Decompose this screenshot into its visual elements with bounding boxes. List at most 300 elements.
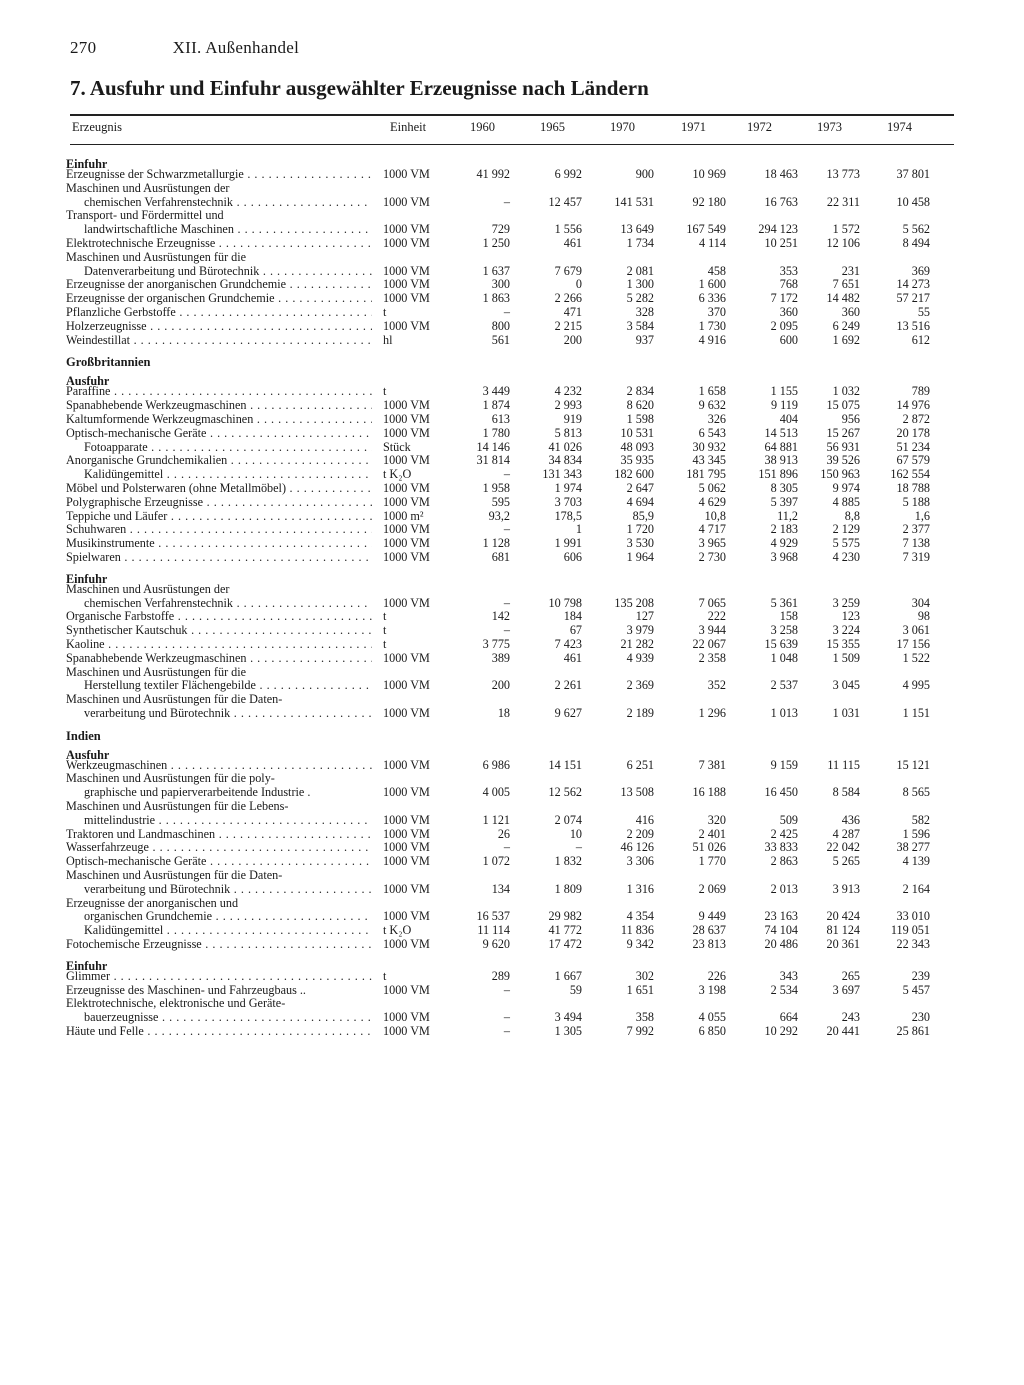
value-cell: 14 151: [548, 757, 582, 772]
product-label: Kaltumformende Werkzeugmaschinen . . .: [66, 413, 372, 427]
value-cell: 10,8: [704, 508, 726, 523]
table-row: [0, 693, 1024, 707]
value-cell: 5 282: [626, 291, 654, 306]
value-cell: 85,9: [632, 508, 654, 523]
table-row: [0, 182, 1024, 196]
value-cell: 3 224: [832, 623, 860, 638]
country-heading: [0, 347, 1024, 370]
table-row: [0, 910, 1024, 924]
value-cell: 200: [563, 332, 582, 347]
value-cell: 123: [841, 609, 860, 624]
column-header-year: 1971: [681, 120, 706, 134]
value-cell: 1 128: [482, 536, 510, 551]
value-cell: 4 916: [698, 332, 726, 347]
value-cell: 7 651: [832, 277, 860, 292]
value-cell: 1 598: [626, 411, 654, 426]
value-cell: 1 300: [626, 277, 654, 292]
unit-cell: 1000 VM: [383, 277, 430, 292]
product-label: Maschinen und Ausrüstungen für die Daten-: [66, 869, 283, 883]
table-row: [0, 897, 1024, 911]
table-row: [0, 624, 1024, 638]
value-cell: 509: [779, 812, 798, 827]
column-header-year: 1973: [817, 120, 842, 134]
value-cell: 25 861: [896, 1024, 930, 1039]
page-number: 270: [70, 38, 97, 57]
value-cell: 2 834: [626, 384, 654, 399]
running-header: [70, 38, 299, 58]
value-cell: 1 305: [554, 1024, 582, 1039]
value-cell: 13 773: [826, 167, 860, 181]
product-label: Spielwaren . . .: [66, 551, 372, 565]
table-row: [0, 924, 1024, 938]
table-row: [0, 237, 1024, 251]
value-cell: 956: [841, 411, 860, 426]
value-cell: 20 441: [826, 1024, 860, 1039]
table-row: [0, 168, 1024, 182]
table-row: [0, 786, 1024, 800]
value-cell: 158: [779, 609, 798, 624]
table-row: [0, 938, 1024, 952]
unit-cell: 1000 VM: [383, 425, 430, 440]
value-cell: 22 042: [826, 840, 860, 855]
unit-cell: t: [383, 304, 387, 319]
value-cell: 3 045: [832, 678, 860, 693]
value-cell: 74 104: [764, 923, 798, 938]
value-cell: 370: [707, 304, 726, 319]
product-label: Möbel und Polsterwaren (ohne Metallmöbel) . . .: [66, 482, 372, 496]
value-cell: 43 345: [692, 453, 726, 468]
value-cell: 3 697: [832, 982, 860, 997]
table-row: [0, 537, 1024, 551]
value-cell: 2 647: [626, 480, 654, 495]
product-label: Glimmer . . .: [66, 970, 372, 984]
value-cell: 15 075: [826, 398, 860, 413]
table-row: [0, 610, 1024, 624]
value-cell: 1 316: [626, 881, 654, 896]
section-title: XII. Außenhandel: [172, 38, 300, 57]
product-label: Erzeugnisse des Maschinen- und Fahrzeugbaus ..: [66, 983, 306, 997]
value-cell: 2 215: [554, 318, 582, 333]
table-title: 7. Ausfuhr und Einfuhr ausgewählter Erzeugnisse nach Ländern: [70, 76, 649, 100]
value-cell: 458: [707, 263, 726, 278]
product-label: Fotochemische Erzeugnisse . . .: [66, 938, 372, 952]
value-cell: 67: [569, 623, 582, 638]
product-label: Synthetischer Kautschuk . . .: [66, 624, 372, 638]
value-cell: 48 093: [620, 439, 654, 454]
table-row: [0, 800, 1024, 814]
value-cell: 10 798: [548, 595, 582, 610]
product-label: graphische und papierverarbeitende Industrie .: [84, 786, 311, 800]
product-label: Werkzeugmaschinen . . .: [66, 759, 372, 773]
value-cell: 582: [911, 812, 930, 827]
value-cell: 800: [491, 318, 510, 333]
value-cell: 8,8: [844, 508, 860, 523]
value-cell: 2 730: [698, 549, 726, 564]
value-cell: 1 958: [482, 480, 510, 495]
value-cell: 98: [917, 609, 930, 624]
value-cell: 1 032: [832, 384, 860, 399]
value-cell: 22 343: [896, 937, 930, 952]
table-row: [0, 427, 1024, 441]
table-row: [0, 841, 1024, 855]
product-label: Spanabhebende Werkzeugmaschinen . . .: [66, 652, 372, 666]
product-label: Maschinen und Ausrüstungen für die: [66, 250, 247, 264]
unit-cell: 1000 VM: [383, 235, 430, 250]
value-cell: 2 377: [902, 522, 930, 537]
value-cell: 461: [563, 650, 582, 665]
column-header-year: 1965: [540, 120, 565, 134]
value-cell: 5 397: [770, 494, 798, 509]
value-cell: –: [503, 982, 510, 997]
value-cell: 265: [841, 968, 860, 983]
unit-cell: 1000 VM: [383, 909, 430, 924]
value-cell: 67 579: [896, 453, 930, 468]
value-cell: 1 556: [554, 222, 582, 237]
value-cell: 3 259: [832, 595, 860, 610]
product-label: Kaoline . . .: [66, 638, 372, 652]
value-cell: 2 183: [770, 522, 798, 537]
unit-cell: 1000 VM: [383, 291, 430, 306]
product-label: Pflanzliche Gerbstoffe . . .: [66, 306, 372, 320]
value-cell: 2 369: [626, 678, 654, 693]
value-cell: 3 198: [698, 982, 726, 997]
value-cell: 231: [841, 263, 860, 278]
value-cell: 1 720: [626, 522, 654, 537]
unit-cell: 1000 VM: [383, 222, 430, 237]
value-cell: 353: [779, 263, 798, 278]
value-cell: 1 730: [698, 318, 726, 333]
value-cell: –: [503, 194, 510, 209]
value-cell: 5 562: [902, 222, 930, 237]
value-cell: 14 273: [896, 277, 930, 292]
table-row: [0, 441, 1024, 455]
table-row: [0, 306, 1024, 320]
value-cell: 142: [491, 609, 510, 624]
heading-text: Ausfuhr: [66, 747, 110, 762]
value-cell: 4 885: [832, 494, 860, 509]
value-cell: 11 836: [620, 923, 654, 938]
value-cell: 3 979: [626, 623, 654, 638]
table-row: [0, 468, 1024, 482]
table-row: [0, 209, 1024, 223]
product-label: Optisch-mechanische Geräte . . .: [66, 427, 372, 441]
value-cell: 26: [497, 826, 510, 841]
value-cell: 6 336: [698, 291, 726, 306]
value-cell: 243: [841, 1010, 860, 1025]
unit-cell: 1000 VM: [383, 840, 430, 855]
value-cell: 1: [575, 522, 582, 537]
value-cell: 4 055: [698, 1010, 726, 1025]
table-row: [0, 997, 1024, 1011]
value-cell: 2 863: [770, 854, 798, 869]
value-cell: 10 531: [620, 425, 654, 440]
heading-text: Ausfuhr: [66, 374, 110, 389]
value-cell: 343: [779, 968, 798, 983]
value-cell: 9 974: [832, 480, 860, 495]
value-cell: 4 287: [832, 826, 860, 841]
unit-cell: 1000 VM: [383, 1010, 430, 1025]
value-cell: 162 554: [890, 467, 930, 482]
value-cell: 1 874: [482, 398, 510, 413]
value-cell: 1 780: [482, 425, 510, 440]
value-cell: 6 986: [482, 757, 510, 772]
value-cell: 35 935: [620, 453, 654, 468]
value-cell: 5 813: [554, 425, 582, 440]
value-cell: 20 178: [896, 425, 930, 440]
value-cell: 2 129: [832, 522, 860, 537]
value-cell: 16 188: [692, 785, 726, 800]
table-row: [0, 583, 1024, 597]
product-label: organischen Grundchemie . . .: [84, 910, 372, 924]
unit-cell: t: [383, 623, 387, 638]
value-cell: 15 121: [896, 757, 930, 772]
value-cell: 389: [491, 650, 510, 665]
value-cell: 18 788: [896, 480, 930, 495]
unit-cell: 1000 VM: [383, 263, 430, 278]
value-cell: 1 121: [482, 812, 510, 827]
unit-cell: 1000 VM: [383, 678, 430, 693]
table-row: [0, 855, 1024, 869]
value-cell: 184: [563, 609, 582, 624]
value-cell: 4 230: [832, 549, 860, 564]
value-cell: 11,2: [777, 508, 798, 523]
product-label: Fotoapparate . . .: [84, 441, 372, 455]
value-cell: 7 319: [902, 549, 930, 564]
value-cell: 4 717: [698, 522, 726, 537]
value-cell: 1 151: [902, 705, 930, 720]
value-cell: 16 537: [476, 909, 510, 924]
value-cell: 300: [491, 277, 510, 292]
value-cell: 6 850: [698, 1024, 726, 1039]
product-label: Schuhwaren . . .: [66, 523, 372, 537]
value-cell: 135 208: [614, 595, 654, 610]
value-cell: 461: [563, 235, 582, 250]
product-label: Paraffine . . .: [66, 385, 372, 399]
table-row: [0, 828, 1024, 842]
value-cell: 2 095: [770, 318, 798, 333]
value-cell: 1 637: [482, 263, 510, 278]
table-row: [0, 510, 1024, 524]
table-row: [0, 413, 1024, 427]
table-row: [0, 320, 1024, 334]
value-cell: 5 457: [902, 982, 930, 997]
product-label: chemischen Verfahrenstechnik . . .: [84, 597, 372, 611]
value-cell: 1,6: [914, 508, 930, 523]
value-cell: 20 361: [826, 937, 860, 952]
product-label: Kalidüngemittel . . .: [84, 924, 372, 938]
value-cell: 612: [911, 332, 930, 347]
value-cell: 6 251: [626, 757, 654, 772]
value-cell: 2 013: [770, 881, 798, 896]
value-cell: –: [503, 840, 510, 855]
table-row: [0, 1011, 1024, 1025]
value-cell: 9 119: [771, 398, 798, 413]
value-cell: 352: [707, 678, 726, 693]
value-cell: 81 124: [826, 923, 860, 938]
value-cell: 1 964: [626, 549, 654, 564]
value-cell: 127: [635, 609, 654, 624]
value-cell: 200: [491, 678, 510, 693]
value-cell: 38 913: [764, 453, 798, 468]
value-cell: 22 311: [826, 194, 860, 209]
value-cell: 11 114: [477, 923, 510, 938]
table-row: [0, 1025, 1024, 1039]
product-label: Transport- und Fördermittel und: [66, 209, 224, 223]
value-cell: 7 138: [902, 536, 930, 551]
value-cell: 178,5: [554, 508, 582, 523]
value-cell: 2 537: [770, 678, 798, 693]
value-cell: –: [503, 623, 510, 638]
value-cell: 38 277: [896, 840, 930, 855]
value-cell: 18: [497, 705, 510, 720]
product-label: Maschinen und Ausrüstungen für die Lebens-: [66, 800, 289, 814]
value-cell: 13 508: [620, 785, 654, 800]
value-cell: 3 061: [902, 623, 930, 638]
unit-cell: 1000 VM: [383, 1024, 430, 1039]
value-cell: 1 692: [832, 332, 860, 347]
value-cell: 17 156: [896, 636, 930, 651]
column-header-year: 1974: [887, 120, 912, 134]
value-cell: 33 833: [764, 840, 798, 855]
value-cell: 14 146: [476, 439, 510, 454]
unit-cell: 1000 VM: [383, 453, 430, 468]
flow-heading: [0, 565, 1024, 586]
value-cell: 10 458: [896, 194, 930, 209]
value-cell: 4 694: [626, 494, 654, 509]
table-row: [0, 814, 1024, 828]
unit-cell: t: [383, 384, 387, 399]
value-cell: 9 342: [626, 937, 654, 952]
product-label: Erzeugnisse der anorganischen Grundchemie . . .: [66, 278, 372, 292]
value-cell: 7 381: [698, 757, 726, 772]
value-cell: 4 629: [698, 494, 726, 509]
value-cell: 789: [911, 384, 930, 399]
value-cell: 416: [635, 812, 654, 827]
value-cell: 92 180: [692, 194, 726, 209]
unit-cell: 1000 m²: [383, 508, 424, 523]
value-cell: 2 872: [902, 411, 930, 426]
value-cell: 39 526: [826, 453, 860, 468]
unit-cell: t: [383, 636, 387, 651]
value-cell: 56 931: [826, 439, 860, 454]
value-cell: 11 115: [827, 757, 860, 772]
value-cell: 3 913: [832, 881, 860, 896]
header-rule: [70, 144, 954, 145]
value-cell: 222: [707, 609, 726, 624]
value-cell: 3 965: [698, 536, 726, 551]
value-cell: 606: [563, 549, 582, 564]
unit-cell: 1000 VM: [383, 522, 430, 537]
value-cell: 23 813: [692, 937, 726, 952]
unit-cell: 1000 VM: [383, 549, 430, 564]
value-cell: 3 703: [554, 494, 582, 509]
value-cell: 14 976: [896, 398, 930, 413]
value-cell: –: [503, 1024, 510, 1039]
heading-text: Einfuhr: [66, 571, 108, 586]
value-cell: 900: [635, 167, 654, 181]
value-cell: 18 463: [764, 167, 798, 181]
product-label: landwirtschaftliche Maschinen . . .: [84, 223, 372, 237]
value-cell: 369: [911, 263, 930, 278]
table-row: [0, 551, 1024, 565]
product-label: Erzeugnisse der anorganischen und: [66, 896, 239, 910]
unit-cell: 1000 VM: [383, 494, 430, 509]
value-cell: 10 251: [764, 235, 798, 250]
value-cell: 1 596: [902, 826, 930, 841]
value-cell: 55: [917, 304, 930, 319]
product-label: Holzerzeugnisse . . .: [66, 320, 372, 334]
value-cell: 1 048: [770, 650, 798, 665]
value-cell: 64 881: [764, 439, 798, 454]
flow-heading: [0, 150, 1024, 171]
value-cell: 14 513: [764, 425, 798, 440]
unit-cell: 1000 VM: [383, 705, 430, 720]
unit-cell: 1000 VM: [383, 194, 430, 209]
value-cell: 59: [569, 982, 582, 997]
table-row: [0, 707, 1024, 721]
table-row: [0, 638, 1024, 652]
table-row: [0, 454, 1024, 468]
product-label: Elektrotechnische Erzeugnisse . . .: [66, 237, 372, 251]
value-cell: 358: [635, 1010, 654, 1025]
value-cell: 2 401: [698, 826, 726, 841]
value-cell: 3 944: [698, 623, 726, 638]
value-cell: 7 992: [626, 1024, 654, 1039]
value-cell: 2 425: [770, 826, 798, 841]
value-cell: 15 267: [826, 425, 860, 440]
product-label: Elektrotechnische, elektronische und Geräte-: [66, 997, 286, 1011]
column-header-year: 1972: [747, 120, 772, 134]
column-header-year: 1960: [470, 120, 495, 134]
value-cell: 16 450: [764, 785, 798, 800]
value-cell: 5 265: [832, 854, 860, 869]
product-label: Weindestillat . . .: [66, 334, 372, 348]
value-cell: 10: [569, 826, 582, 841]
product-label: Erzeugnisse der organischen Grundchemie . . .: [66, 292, 372, 306]
value-cell: 7 065: [698, 595, 726, 610]
flow-heading: [0, 952, 1024, 973]
value-cell: 12 106: [826, 235, 860, 250]
column-header-unit: Einheit: [390, 120, 427, 134]
value-cell: 28 637: [692, 923, 726, 938]
value-cell: 14 482: [826, 291, 860, 306]
value-cell: 1 155: [770, 384, 798, 399]
unit-cell: t: [383, 609, 387, 624]
value-cell: 2 261: [554, 678, 582, 693]
value-cell: 34 834: [548, 453, 582, 468]
value-cell: 6 249: [832, 318, 860, 333]
value-cell: 119 051: [890, 923, 930, 938]
value-cell: 320: [707, 812, 726, 827]
table-row: [0, 772, 1024, 786]
value-cell: 7 423: [554, 636, 582, 651]
unit-cell: 1000 VM: [383, 318, 430, 333]
value-cell: 9 620: [482, 937, 510, 952]
unit-cell: t: [383, 968, 387, 983]
table-row: [0, 869, 1024, 883]
value-cell: 1 522: [902, 650, 930, 665]
product-label: Optisch-mechanische Geräte . . .: [66, 855, 372, 869]
value-cell: 681: [491, 549, 510, 564]
value-cell: 17 472: [548, 937, 582, 952]
unit-cell: 1000 VM: [383, 167, 430, 181]
value-cell: 6 543: [698, 425, 726, 440]
unit-cell: 1000 VM: [383, 398, 430, 413]
unit-cell: 1000 VM: [383, 812, 430, 827]
unit-cell: t K₂O: [383, 923, 412, 938]
unit-cell: t K₂O: [383, 467, 412, 482]
country-heading: [0, 721, 1024, 741]
